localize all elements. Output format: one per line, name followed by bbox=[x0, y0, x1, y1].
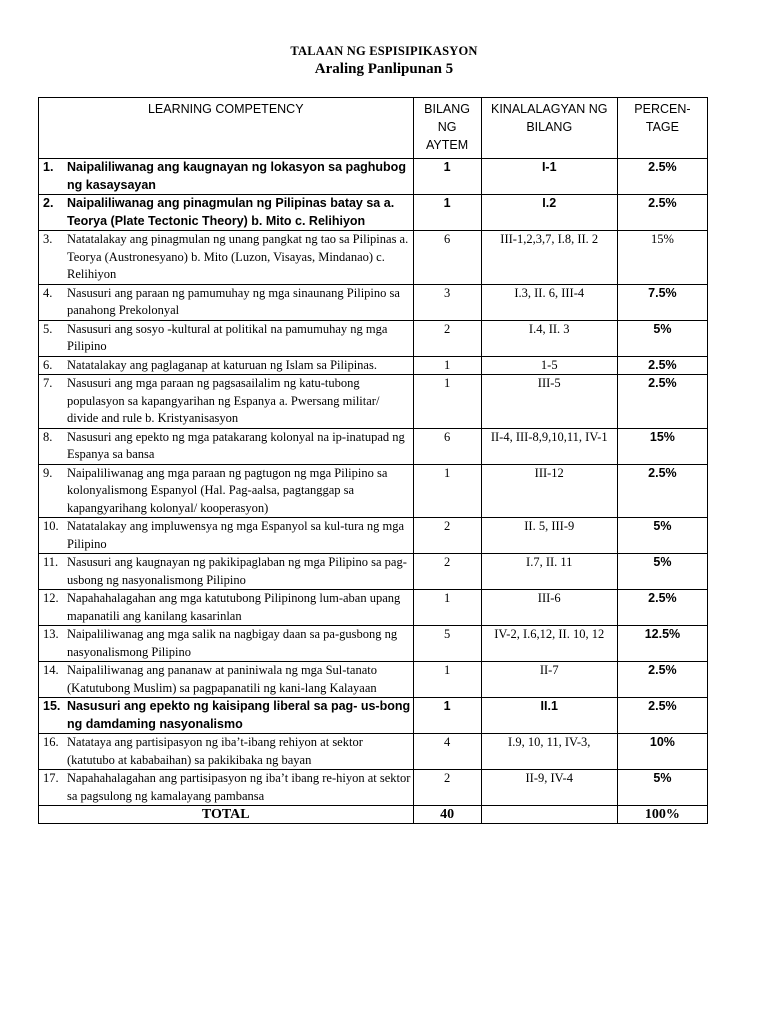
percentage-cell: 2.5% bbox=[617, 159, 707, 195]
item-count-cell: 1 bbox=[413, 195, 481, 231]
table-row bbox=[39, 159, 708, 195]
total-row bbox=[39, 806, 708, 824]
competency-number: 8. bbox=[43, 429, 53, 444]
competency-number: 17. bbox=[43, 771, 59, 785]
competency-text: Nasusuri ang sosyo -kultural at politikal na pamumuhay ng mga Pilipino bbox=[67, 321, 388, 353]
item-location-cell: I.9, 10, 11, IV-3, bbox=[481, 734, 617, 770]
competency-number: 1. bbox=[43, 160, 54, 174]
table-row bbox=[39, 356, 708, 375]
header-bilang: BILANG NG AYTEM bbox=[413, 98, 481, 159]
total-location bbox=[481, 806, 617, 824]
total-percent: 100% bbox=[617, 806, 707, 824]
item-count-cell: 2 bbox=[413, 518, 481, 554]
item-count-cell: 4 bbox=[413, 734, 481, 770]
item-count-cell: 6 bbox=[413, 428, 481, 464]
table-row bbox=[39, 428, 708, 464]
table-row bbox=[39, 590, 708, 626]
competency-text: Napahahalagahan ang mga katutubong Pilipinong lum-aban upang mapanatili ang kanilang kasarinlan bbox=[67, 591, 401, 623]
competency-cell bbox=[39, 375, 414, 429]
competency-number: 12. bbox=[43, 591, 59, 605]
percentage-cell: 2.5% bbox=[617, 195, 707, 231]
competency-text: Natatalakay ang impluwensya ng mga Espanyol sa kul-tura ng mga Pilipino bbox=[67, 519, 405, 551]
competency-number: 5. bbox=[43, 321, 53, 336]
competency-number: 4. bbox=[43, 285, 53, 300]
competency-number: 15. bbox=[43, 699, 61, 713]
header-competency: LEARNING COMPETENCY bbox=[39, 98, 414, 159]
competency-number: 3. bbox=[43, 232, 53, 246]
competency-cell bbox=[39, 464, 414, 518]
percentage-cell: 12.5% bbox=[617, 626, 707, 662]
competency-cell bbox=[39, 159, 414, 195]
competency-text: Natatalakay ang paglaganap at katuruan ng Islam sa Pilipinas. bbox=[67, 357, 377, 372]
competency-cell bbox=[39, 734, 414, 770]
item-count-cell: 1 bbox=[413, 375, 481, 429]
competency-cell bbox=[39, 590, 414, 626]
item-count-cell: 1 bbox=[413, 662, 481, 698]
item-count-cell: 2 bbox=[413, 320, 481, 356]
competency-text: Naipaliliwanag ang mga salik na nagbigay daan sa pa-gusbong ng nasyonalismong Pilipino bbox=[67, 627, 398, 659]
header-kinalalagyan: KINALALAGYAN NG BILANG bbox=[481, 98, 617, 159]
percentage-cell: 10% bbox=[617, 734, 707, 770]
item-location-cell: III-5 bbox=[481, 375, 617, 429]
table-row bbox=[39, 698, 708, 734]
item-count-cell: 1 bbox=[413, 698, 481, 734]
item-location-cell: I-1 bbox=[481, 159, 617, 195]
competency-text: Naipaliliwanag ang mga paraan ng pagtugon ng mga Pilipino sa kolonyalismong Espanyol (Hal. Pag-aalsa, pagtanggap sa kapangyarihang kolonyal/ kooperasyon) bbox=[67, 465, 388, 515]
competency-cell bbox=[39, 320, 414, 356]
item-count-cell: 3 bbox=[413, 284, 481, 320]
item-count-cell: 2 bbox=[413, 554, 481, 590]
percentage-cell: 2.5% bbox=[617, 375, 707, 429]
table-row bbox=[39, 626, 708, 662]
table-row bbox=[39, 554, 708, 590]
percentage-cell: 15% bbox=[617, 231, 707, 285]
table-row bbox=[39, 770, 708, 806]
competency-cell bbox=[39, 284, 414, 320]
item-count-cell: 1 bbox=[413, 356, 481, 375]
competency-text: Nasusuri ang epekto ng mga patakarang kolonyal na ip-inatupad ng Espanya sa bansa bbox=[67, 429, 405, 461]
competency-number: 9. bbox=[43, 465, 53, 480]
table-row bbox=[39, 320, 708, 356]
percentage-cell: 2.5% bbox=[617, 698, 707, 734]
percentage-cell: 15% bbox=[617, 428, 707, 464]
item-count-cell: 1 bbox=[413, 590, 481, 626]
item-location-cell: 1-5 bbox=[481, 356, 617, 375]
competency-number: 14. bbox=[43, 663, 59, 677]
item-location-cell: II-4, III-8,9,10,11, IV-1 bbox=[481, 428, 617, 464]
item-location-cell: I.2 bbox=[481, 195, 617, 231]
competency-text: Nasusuri ang kaugnayan ng pakikipaglaban ng mga Pilipino sa pag-usbong ng nasyonalismong Pilipino bbox=[67, 555, 407, 587]
competency-cell bbox=[39, 356, 414, 375]
percentage-cell: 5% bbox=[617, 320, 707, 356]
percentage-cell: 7.5% bbox=[617, 284, 707, 320]
percentage-cell: 5% bbox=[617, 518, 707, 554]
item-location-cell: I.7, II. 11 bbox=[481, 554, 617, 590]
item-location-cell: II. 5, III-9 bbox=[481, 518, 617, 554]
competency-text: Naipaliliwanag ang kaugnayan ng lokasyon sa paghubog ng kasaysayan bbox=[67, 160, 406, 192]
item-location-cell: I.3, II. 6, III-4 bbox=[481, 284, 617, 320]
competency-cell bbox=[39, 770, 414, 806]
competency-number: 10. bbox=[43, 519, 59, 533]
competency-text: Naipaliliwanag ang pananaw at paniniwala ng mga Sul-tanato (Katutubong Muslim) sa pagpapanatili ng kani-lang Kalayaan bbox=[67, 663, 377, 695]
competency-cell bbox=[39, 626, 414, 662]
item-count-cell: 1 bbox=[413, 159, 481, 195]
item-count-cell: 6 bbox=[413, 231, 481, 285]
competency-cell bbox=[39, 195, 414, 231]
competency-number: 13. bbox=[43, 627, 59, 641]
table-row bbox=[39, 734, 708, 770]
item-count-cell: 2 bbox=[413, 770, 481, 806]
competency-cell bbox=[39, 231, 414, 285]
table-row bbox=[39, 662, 708, 698]
total-items: 40 bbox=[413, 806, 481, 824]
competency-cell bbox=[39, 662, 414, 698]
competency-number: 6. bbox=[43, 357, 53, 372]
competency-number: 2. bbox=[43, 196, 54, 210]
percentage-cell: 5% bbox=[617, 770, 707, 806]
competency-number: 16. bbox=[43, 735, 59, 749]
item-count-cell: 5 bbox=[413, 626, 481, 662]
header-percentage: PERCEN-TAGE bbox=[617, 98, 707, 159]
item-location-cell: IV-2, I.6,12, II. 10, 12 bbox=[481, 626, 617, 662]
document-subtitle: Araling Panlipunan 5 bbox=[314, 61, 454, 77]
document-title: TALAAN NG ESPISIPIKASYON bbox=[290, 44, 478, 58]
competency-cell bbox=[39, 518, 414, 554]
item-location-cell: II-9, IV-4 bbox=[481, 770, 617, 806]
table-row bbox=[39, 518, 708, 554]
competency-cell bbox=[39, 428, 414, 464]
competency-text: Natatalakay ang pinagmulan ng unang pangkat ng tao sa Pilipinas a. Teorya (Austronesyano) b. Mito (Luzon, Visayas, Mindanao) c. Relihiyon bbox=[67, 232, 409, 281]
table-row bbox=[39, 464, 708, 518]
item-location-cell: III-6 bbox=[481, 590, 617, 626]
competency-text: Nasusuri ang epekto ng kaisipang liberal sa pag- us-bong ng damdaming nasyonalismo bbox=[67, 699, 411, 731]
percentage-cell: 5% bbox=[617, 554, 707, 590]
competency-number: 7. bbox=[43, 376, 53, 390]
competency-text: Napahahalagahan ang partisipasyon ng iba’t ibang re-hiyon at sektor sa pagsulong ng kamalayang pambansa bbox=[67, 771, 411, 803]
item-location-cell: III-1,2,3,7, I.8, II. 2 bbox=[481, 231, 617, 285]
table-row bbox=[39, 195, 708, 231]
competency-text: Nasusuri ang paraan ng pamumuhay ng mga sinaunang Pilipino sa panahong Prekolonyal bbox=[67, 285, 400, 317]
percentage-cell: 2.5% bbox=[617, 464, 707, 518]
competency-cell bbox=[39, 554, 414, 590]
table-row bbox=[39, 375, 708, 429]
table-row bbox=[39, 284, 708, 320]
specification-table bbox=[38, 97, 708, 824]
competency-cell bbox=[39, 698, 414, 734]
percentage-cell: 2.5% bbox=[617, 590, 707, 626]
percentage-cell: 2.5% bbox=[617, 662, 707, 698]
item-count-cell: 1 bbox=[413, 464, 481, 518]
table-row bbox=[39, 231, 708, 285]
header-row bbox=[39, 98, 708, 159]
competency-number: 11. bbox=[43, 555, 59, 569]
item-location-cell: III-12 bbox=[481, 464, 617, 518]
item-location-cell: I.4, II. 3 bbox=[481, 320, 617, 356]
total-label: TOTAL bbox=[39, 806, 414, 824]
competency-text: Natataya ang partisipasyon ng iba’t-ibang rehiyon at sektor (katutubo at kababaihan) sa pakikibaka ng bayan bbox=[67, 735, 363, 767]
competency-text: Naipaliliwanag ang pinagmulan ng Pilipinas batay sa a. Teorya (Plate Tectonic Theory) b. Mito c. Relihiyon bbox=[67, 196, 395, 228]
percentage-cell: 2.5% bbox=[617, 356, 707, 375]
item-location-cell: II-7 bbox=[481, 662, 617, 698]
competency-text: Nasusuri ang mga paraan ng pagsasailalim ng katu-tubong populasyon sa kapangyarihan ng Espanya a. Pwersang militar/ divide and rule b. Kristyanisasyon bbox=[67, 376, 380, 425]
item-location-cell: II.1 bbox=[481, 698, 617, 734]
